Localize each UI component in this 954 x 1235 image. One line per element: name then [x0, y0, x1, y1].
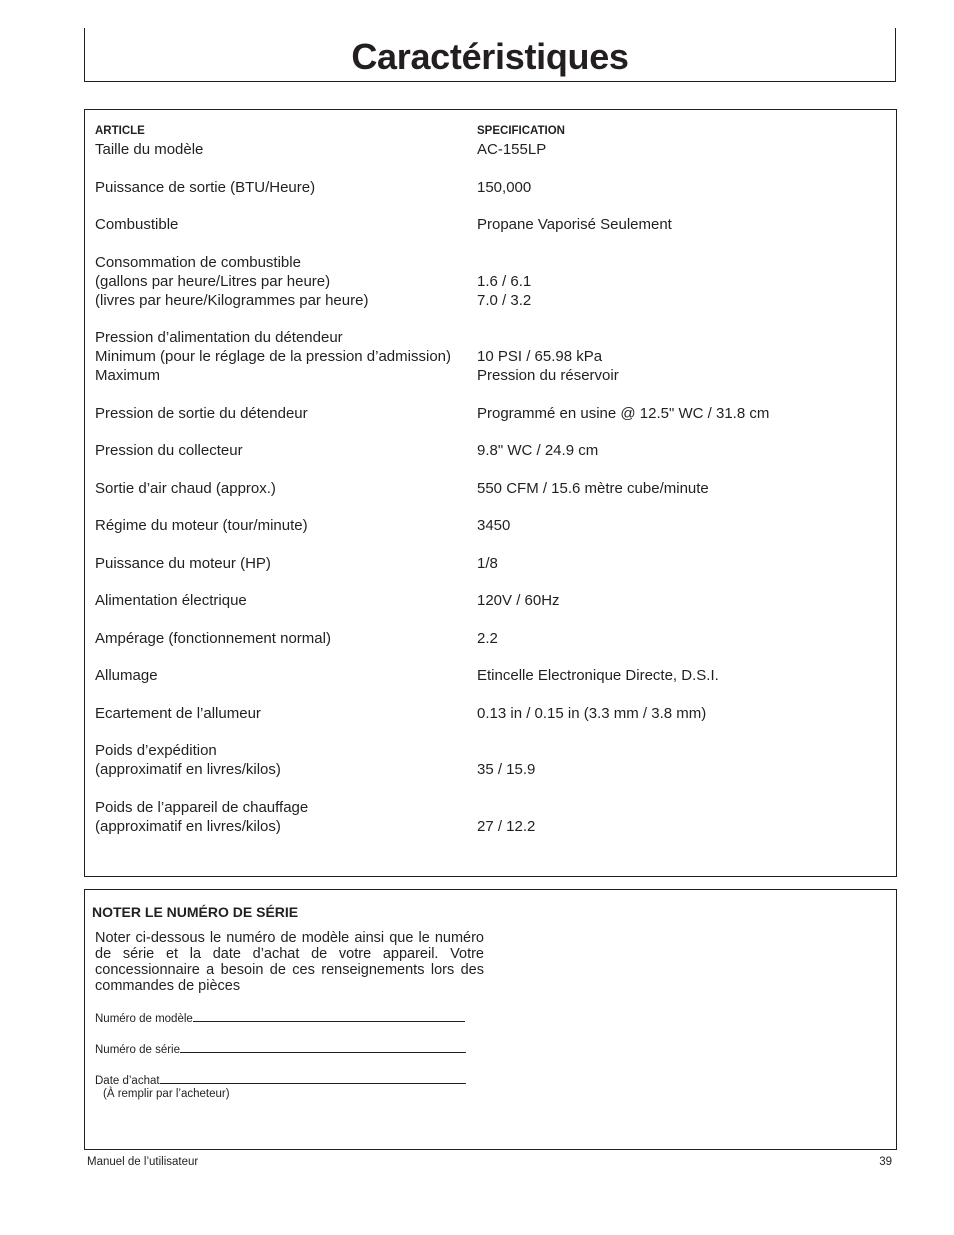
spec-label-line: (gallons par heure/Litres par heure)	[95, 272, 331, 290]
spec-value-line: 120V / 60Hz	[477, 592, 560, 609]
spec-label-line: Combustible	[95, 216, 179, 233]
spec-label-line: Puissance de sortie (BTU/Heure)	[95, 178, 316, 196]
spec-value-line: Propane Vaporisé Seulement	[477, 216, 672, 233]
spec-value-line: Etincelle Electronique Directe, D.S.I.	[477, 667, 719, 684]
spec-label	[95, 629, 475, 648]
spec-label	[95, 591, 475, 610]
spec-label	[95, 741, 475, 779]
spec-value	[477, 591, 877, 610]
model-number-field[interactable]	[95, 1011, 465, 1025]
spec-label	[95, 516, 475, 535]
spec-label-line: Allumage	[95, 667, 158, 684]
spec-label-line: Maximum	[95, 367, 161, 384]
model-number-label: Numéro de modèle	[95, 1013, 193, 1025]
spec-label	[95, 441, 475, 460]
spec-label-line: Ecartement de l’allumeur	[95, 704, 261, 722]
spec-value-line: AC-155LP	[477, 141, 547, 158]
spec-label	[95, 666, 475, 685]
spec-label-line: Pression du collecteur	[95, 442, 243, 459]
spec-value-line: Pression du réservoir	[477, 367, 619, 384]
spec-value-line	[477, 253, 877, 272]
serial-number-box	[84, 889, 897, 1150]
spec-label-line: Puissance du moteur (HP)	[95, 554, 271, 572]
article-header: ARTICLE	[95, 125, 145, 137]
spec-label	[95, 704, 475, 723]
specifications-table	[84, 109, 897, 877]
spec-label-line: Taille du modèle	[95, 141, 204, 158]
spec-value-line: 3450	[477, 517, 511, 534]
purchase-date-note: (À remplir par l’acheteur)	[103, 1088, 230, 1100]
spec-label	[95, 140, 475, 159]
spec-value	[477, 704, 877, 723]
spec-value	[477, 666, 877, 685]
spec-value	[477, 404, 877, 423]
spec-label	[95, 328, 475, 385]
spec-value-line: 35 / 15.9	[477, 761, 536, 778]
spec-label-line: Ampérage (fonctionnement normal)	[95, 629, 331, 647]
spec-value	[477, 629, 877, 648]
spec-label-line: (livres par heure/Kilogrammes par heure)	[95, 291, 369, 309]
spec-value-line	[477, 798, 877, 817]
spec-label	[95, 253, 475, 310]
spec-value-line: 7.0 / 3.2	[477, 291, 532, 309]
spec-value	[477, 140, 877, 159]
spec-label	[95, 178, 475, 197]
spec-label-line: Poids d’expédition	[95, 742, 217, 759]
spec-value-line: 150,000	[477, 178, 532, 196]
spec-value-line: 1.6 / 6.1	[477, 272, 532, 290]
spec-label	[95, 554, 475, 573]
spec-label-line: Minimum (pour le réglage de la pression d’admission)	[95, 348, 451, 365]
footer-manual-title: Manuel de l’utilisateur	[87, 1156, 199, 1168]
spec-label	[95, 404, 475, 423]
page-number: 39	[879, 1156, 892, 1168]
spec-value-line: 27 / 12.2	[477, 817, 536, 835]
spec-value-line: Programmé en usine @ 12.5" WC / 31.8 cm	[477, 404, 770, 422]
model-number-blank[interactable]	[193, 1011, 465, 1022]
purchase-date-field[interactable]	[95, 1073, 466, 1087]
serial-number-label: Numéro de série	[95, 1044, 181, 1056]
spec-value	[477, 328, 877, 385]
spec-label-line: Pression d’alimentation du détendeur	[95, 329, 343, 346]
specification-header: SPECIFICATION	[477, 125, 565, 137]
spec-value	[477, 441, 877, 460]
spec-value-line: 1/8	[477, 554, 498, 572]
spec-value	[477, 479, 877, 498]
spec-label-line: Régime du moteur (tour/minute)	[95, 517, 308, 534]
spec-label-line: Pression de sortie du détendeur	[95, 404, 308, 422]
spec-label-line: (approximatif en livres/kilos)	[95, 817, 281, 835]
spec-label-line: Sortie d’air chaud (approx.)	[95, 479, 276, 497]
page-title: Caractéristiques	[351, 36, 629, 77]
spec-value-line: 550 CFM / 15.6 mètre cube/minute	[477, 479, 709, 497]
spec-value-line: 9.8" WC / 24.9 cm	[477, 442, 599, 459]
spec-label-line: Consommation de combustible	[95, 253, 301, 271]
spec-value-line: 10 PSI / 65.98 kPa	[477, 348, 603, 365]
spec-label	[95, 479, 475, 498]
spec-label-line: Poids de l’appareil de chauffage	[95, 798, 309, 816]
spec-value	[477, 741, 877, 779]
serial-title: NOTER LE NUMÉRO DE SÉRIE	[92, 904, 299, 920]
serial-number-field[interactable]	[95, 1042, 466, 1056]
spec-value	[477, 516, 877, 535]
spec-label-line: Alimentation électrique	[95, 592, 247, 609]
spec-label	[95, 798, 475, 836]
spec-value-line	[477, 741, 877, 760]
spec-label	[95, 215, 475, 234]
serial-instructions: Noter ci-dessous le numéro de modèle ainsi que le numéro de série et la date d’achat de votre appareil. Votre concessionnaire a besoin de ces renseignements lors des commandes de pièces	[95, 930, 484, 994]
spec-value	[477, 178, 877, 197]
serial-number-blank[interactable]	[180, 1042, 466, 1053]
spec-value-line: 0.13 in / 0.15 in (3.3 mm / 3.8 mm)	[477, 704, 707, 722]
spec-value	[477, 798, 877, 836]
spec-value	[477, 215, 877, 234]
spec-value	[477, 253, 877, 310]
spec-label-line: (approximatif en livres/kilos)	[95, 761, 281, 778]
spec-value-line	[477, 328, 877, 347]
title-box	[84, 28, 896, 82]
spec-value	[477, 554, 877, 573]
purchase-date-blank[interactable]	[160, 1073, 466, 1084]
spec-value-line: 2.2	[477, 629, 498, 647]
purchase-date-label: Date d’achat	[95, 1075, 160, 1087]
